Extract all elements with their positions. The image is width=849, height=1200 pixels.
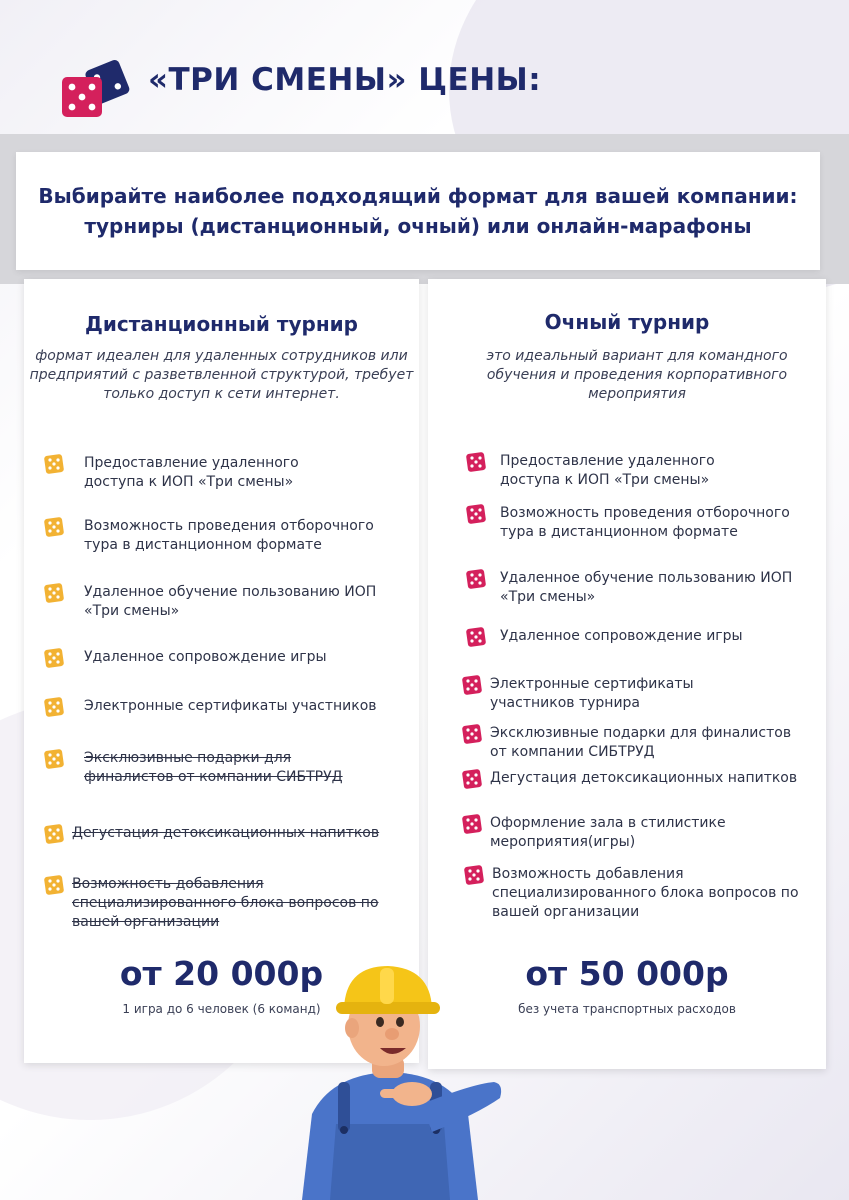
- onsite-card-title: Очный турнир: [544, 310, 710, 334]
- feature-text: Дегустация детоксикационных напитков: [490, 770, 798, 786]
- remote-price: от 20 000р: [119, 954, 324, 993]
- feature-text: Удаленное сопровождение игры: [84, 649, 327, 665]
- feature-item: [464, 865, 804, 922]
- dice-pink-icon: [462, 675, 482, 695]
- feature-text: Предоставление удаленного доступа к ИОП «Три смены»: [84, 455, 299, 490]
- onsite-card-subtitle: это идеальный вариант для командного обучения и проведения корпоративного мероприятия: [486, 348, 788, 402]
- feature-item: [44, 648, 404, 668]
- dice-pink-icon: [462, 814, 482, 834]
- dice-pink-icon: [466, 504, 486, 524]
- dice-yellow-icon: [44, 648, 64, 668]
- dice-pink-icon: [464, 865, 484, 885]
- remote-card-subtitle: формат идеален для удаленных сотрудников или предприятий с разветвленной структурой, требует только доступ к сети интернет.: [29, 348, 414, 402]
- feature-item: [44, 583, 384, 621]
- feature-item-unavailable: [44, 749, 384, 787]
- dice-logo-icon: [58, 55, 134, 121]
- worker-mascot-illustration: [272, 964, 508, 1200]
- feature-text: Дегустация детоксикационных напитков: [72, 825, 380, 841]
- feature-text: Удаленное обучение пользованию ИОП «Три смены»: [500, 570, 793, 605]
- feature-text: Предоставление удаленного доступа к ИОП «Три смены»: [500, 453, 715, 488]
- feature-text: Удаленное сопровождение игры: [500, 628, 743, 644]
- onsite-price-note: без учета транспортных расходов: [518, 1002, 736, 1016]
- feature-item: [44, 454, 404, 492]
- feature-text: Оформление зала в стилистике мероприятия(игры): [490, 815, 726, 850]
- dice-pink-icon: [462, 724, 482, 744]
- onsite-tournament-card: [428, 279, 826, 1069]
- page-title: «ТРИ СМЕНЫ» ЦЕНЫ:: [148, 62, 542, 98]
- feature-item: [44, 697, 404, 717]
- feature-item: [462, 814, 762, 852]
- intro-text: Выбирайте наиболее подходящий формат для вашей компании: турниры (дистанционный, очный) или онлайн-марафоны: [38, 184, 798, 238]
- feature-item: [462, 675, 782, 713]
- feature-item-unavailable: [44, 875, 384, 932]
- feature-text: Электронные сертификаты участников: [84, 698, 377, 714]
- feature-text: Возможность добавления специализированного блока вопросов по вашей организации: [72, 876, 379, 930]
- dice-yellow-icon: [44, 824, 64, 844]
- feature-item: [466, 627, 806, 647]
- dice-yellow-icon: [44, 517, 64, 537]
- dice-pink-icon: [466, 569, 486, 589]
- remote-price-note: 1 игра до 6 человек (6 команд): [122, 1002, 321, 1016]
- feature-text: Возможность проведения отборочного тура в дистанционном формате: [84, 518, 374, 553]
- dice-yellow-icon: [44, 697, 64, 717]
- dice-pink-icon: [462, 769, 482, 789]
- feature-text: Удаленное обучение пользованию ИОП «Три смены»: [84, 584, 377, 619]
- feature-item: [466, 504, 806, 542]
- dice-yellow-icon: [44, 583, 64, 603]
- feature-item: [462, 724, 792, 762]
- dice-pink-icon: [466, 452, 486, 472]
- dice-yellow-icon: [44, 454, 64, 474]
- remote-card-title: Дистанционный турнир: [85, 312, 358, 336]
- feature-item: [466, 452, 806, 490]
- remote-tournament-card: [24, 279, 419, 1063]
- feature-text: Эксклюзивные подарки для финалистов от компании СИБТРУД: [84, 750, 343, 785]
- dice-yellow-icon: [44, 749, 64, 769]
- feature-text: Возможность добавления специализированного блока вопросов по вашей организации: [492, 866, 799, 920]
- feature-text: Эксклюзивные подарки для финалистов от компании СИБТРУД: [490, 725, 792, 760]
- feature-text: Возможность проведения отборочного тура в дистанционном формате: [500, 505, 790, 540]
- onsite-price: от 50 000р: [525, 954, 729, 993]
- dice-yellow-icon: [44, 875, 64, 895]
- feature-text: Электронные сертификаты участников турнира: [490, 676, 694, 711]
- intro-banner: [16, 152, 820, 270]
- feature-item: [44, 517, 404, 555]
- dice-pink-icon: [466, 627, 486, 647]
- feature-item-unavailable: [44, 824, 404, 844]
- feature-item: [466, 569, 806, 607]
- feature-item: [462, 769, 822, 789]
